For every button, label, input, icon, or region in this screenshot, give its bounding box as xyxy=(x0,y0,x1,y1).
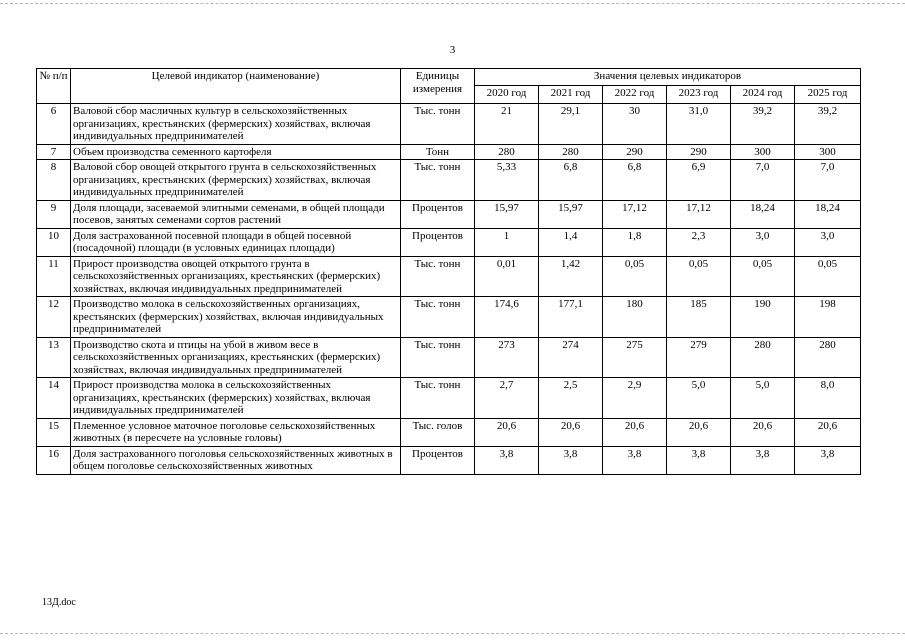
indicator-name: Доля застрахованной посевной площади в общей посевной (посадочной) площади (в условных единицах площади) xyxy=(71,228,401,256)
value-cell: 6,9 xyxy=(667,160,731,201)
value-cell: 5,0 xyxy=(731,378,795,419)
header-name: Целевой индикатор (наименование) xyxy=(71,69,401,104)
indicator-name: Прирост производства молока в сельскохозяйственных организациях, крестьянских (фермерских) хозяйствах, включая индивидуальных предпринимателей xyxy=(71,378,401,419)
value-cell: 1,42 xyxy=(539,256,603,297)
value-cell: 3,8 xyxy=(539,446,603,474)
value-cell: 275 xyxy=(603,337,667,378)
header-year: 2022 год xyxy=(603,86,667,104)
value-cell: 39,2 xyxy=(731,104,795,145)
value-cell: 20,6 xyxy=(603,418,667,446)
value-cell: 39,2 xyxy=(795,104,861,145)
file-name: 13Д.doc xyxy=(42,597,76,608)
table-row xyxy=(37,446,861,474)
indicators-table xyxy=(36,68,861,475)
value-cell: 0,05 xyxy=(667,256,731,297)
value-cell: 198 xyxy=(795,297,861,338)
row-number: 15 xyxy=(37,418,71,446)
value-cell: 6,8 xyxy=(539,160,603,201)
unit-cell: Тыс. тонн xyxy=(401,104,475,145)
row-number: 7 xyxy=(37,144,71,160)
value-cell: 300 xyxy=(795,144,861,160)
row-number: 13 xyxy=(37,337,71,378)
indicator-name: Производство молока в сельскохозяйственных организациях, крестьянских (фермерских) хозяйствах, включая индивидуальных предпринимателей xyxy=(71,297,401,338)
value-cell: 0,05 xyxy=(795,256,861,297)
value-cell: 290 xyxy=(603,144,667,160)
table-row xyxy=(37,104,861,145)
value-cell: 3,8 xyxy=(667,446,731,474)
header-year: 2024 год xyxy=(731,86,795,104)
table-row xyxy=(37,337,861,378)
value-cell: 15,97 xyxy=(475,200,539,228)
value-cell: 3,8 xyxy=(795,446,861,474)
indicator-name: Доля площади, засеваемой элитными семенами, в общей площади посевов, занятых семенами сортов растений xyxy=(71,200,401,228)
header-year: 2021 год xyxy=(539,86,603,104)
value-cell: 7,0 xyxy=(795,160,861,201)
value-cell: 31,0 xyxy=(667,104,731,145)
row-number: 10 xyxy=(37,228,71,256)
scan-edge-bottom xyxy=(0,633,905,634)
value-cell: 5,0 xyxy=(667,378,731,419)
header-num: № п/п xyxy=(37,69,71,104)
value-cell: 0,05 xyxy=(603,256,667,297)
unit-cell: Процентов xyxy=(401,228,475,256)
table-row xyxy=(37,228,861,256)
value-cell: 279 xyxy=(667,337,731,378)
value-cell: 20,6 xyxy=(667,418,731,446)
row-number: 11 xyxy=(37,256,71,297)
indicator-name: Производство скота и птицы на убой в живом весе в сельскохозяйственных организациях, крестьянских (фермерских) хозяйствах, включая индивидуальных предпринимателей xyxy=(71,337,401,378)
table-row xyxy=(37,144,861,160)
header-year: 2023 год xyxy=(667,86,731,104)
row-number: 9 xyxy=(37,200,71,228)
value-cell: 280 xyxy=(731,337,795,378)
value-cell: 2,7 xyxy=(475,378,539,419)
header-unit: Единицы измерения xyxy=(401,69,475,104)
header-values-group: Значения целевых индикаторов xyxy=(475,69,861,86)
value-cell: 29,1 xyxy=(539,104,603,145)
value-cell: 280 xyxy=(539,144,603,160)
table-row xyxy=(37,418,861,446)
value-cell: 3,0 xyxy=(795,228,861,256)
table-row xyxy=(37,378,861,419)
value-cell: 174,6 xyxy=(475,297,539,338)
value-cell: 274 xyxy=(539,337,603,378)
value-cell: 2,3 xyxy=(667,228,731,256)
value-cell: 0,05 xyxy=(731,256,795,297)
value-cell: 177,1 xyxy=(539,297,603,338)
unit-cell: Тонн xyxy=(401,144,475,160)
unit-cell: Тыс. тонн xyxy=(401,378,475,419)
value-cell: 1,4 xyxy=(539,228,603,256)
table-row xyxy=(37,297,861,338)
value-cell: 2,5 xyxy=(539,378,603,419)
header-year: 2025 год xyxy=(795,86,861,104)
value-cell: 17,12 xyxy=(603,200,667,228)
value-cell: 21 xyxy=(475,104,539,145)
row-number: 6 xyxy=(37,104,71,145)
indicator-name: Племенное условное маточное поголовье сельскохозяйственных животных (в пересчете на условные головы) xyxy=(71,418,401,446)
value-cell: 20,6 xyxy=(475,418,539,446)
indicator-name: Валовой сбор масличных культур в сельскохозяйственных организациях, крестьянских (фермерских) хозяйствах, включая индивидуальных предпринимателей xyxy=(71,104,401,145)
value-cell: 20,6 xyxy=(795,418,861,446)
unit-cell: Тыс. тонн xyxy=(401,337,475,378)
indicator-name: Прирост производства овощей открытого грунта в сельскохозяйственных организациях, крестьянских (фермерских) хозяйствах, включая индивидуальных предпринимателей xyxy=(71,256,401,297)
value-cell: 3,0 xyxy=(731,228,795,256)
value-cell: 180 xyxy=(603,297,667,338)
value-cell: 5,33 xyxy=(475,160,539,201)
value-cell: 30 xyxy=(603,104,667,145)
value-cell: 18,24 xyxy=(795,200,861,228)
value-cell: 273 xyxy=(475,337,539,378)
table-row xyxy=(37,200,861,228)
value-cell: 20,6 xyxy=(731,418,795,446)
row-number: 8 xyxy=(37,160,71,201)
header-row-group xyxy=(37,69,861,86)
value-cell: 17,12 xyxy=(667,200,731,228)
scan-edge-top xyxy=(0,3,905,4)
unit-cell: Процентов xyxy=(401,446,475,474)
row-number: 16 xyxy=(37,446,71,474)
row-number: 12 xyxy=(37,297,71,338)
value-cell: 8,0 xyxy=(795,378,861,419)
value-cell: 3,8 xyxy=(475,446,539,474)
value-cell: 3,8 xyxy=(731,446,795,474)
value-cell: 300 xyxy=(731,144,795,160)
value-cell: 2,9 xyxy=(603,378,667,419)
unit-cell: Тыс. голов xyxy=(401,418,475,446)
value-cell: 280 xyxy=(795,337,861,378)
value-cell: 290 xyxy=(667,144,731,160)
unit-cell: Тыс. тонн xyxy=(401,160,475,201)
row-number: 14 xyxy=(37,378,71,419)
indicator-name: Объем производства семенного картофеля xyxy=(71,144,401,160)
header-year: 2020 год xyxy=(475,86,539,104)
indicator-name: Доля застрахованного поголовья сельскохозяйственных животных в общем поголовье сельскохозяйственных животных xyxy=(71,446,401,474)
unit-cell: Процентов xyxy=(401,200,475,228)
value-cell: 3,8 xyxy=(603,446,667,474)
table-row xyxy=(37,160,861,201)
table-row xyxy=(37,256,861,297)
value-cell: 18,24 xyxy=(731,200,795,228)
value-cell: 20,6 xyxy=(539,418,603,446)
table-body xyxy=(37,104,861,475)
indicator-name: Валовой сбор овощей открытого грунта в сельскохозяйственных организациях, крестьянских (фермерских) хозяйствах, включая индивидуальных предпринимателей xyxy=(71,160,401,201)
value-cell: 6,8 xyxy=(603,160,667,201)
value-cell: 280 xyxy=(475,144,539,160)
unit-cell: Тыс. тонн xyxy=(401,256,475,297)
value-cell: 185 xyxy=(667,297,731,338)
value-cell: 0,01 xyxy=(475,256,539,297)
value-cell: 190 xyxy=(731,297,795,338)
value-cell: 7,0 xyxy=(731,160,795,201)
value-cell: 1,8 xyxy=(603,228,667,256)
value-cell: 1 xyxy=(475,228,539,256)
page-number: 3 xyxy=(449,44,456,56)
unit-cell: Тыс. тонн xyxy=(401,297,475,338)
value-cell: 15,97 xyxy=(539,200,603,228)
